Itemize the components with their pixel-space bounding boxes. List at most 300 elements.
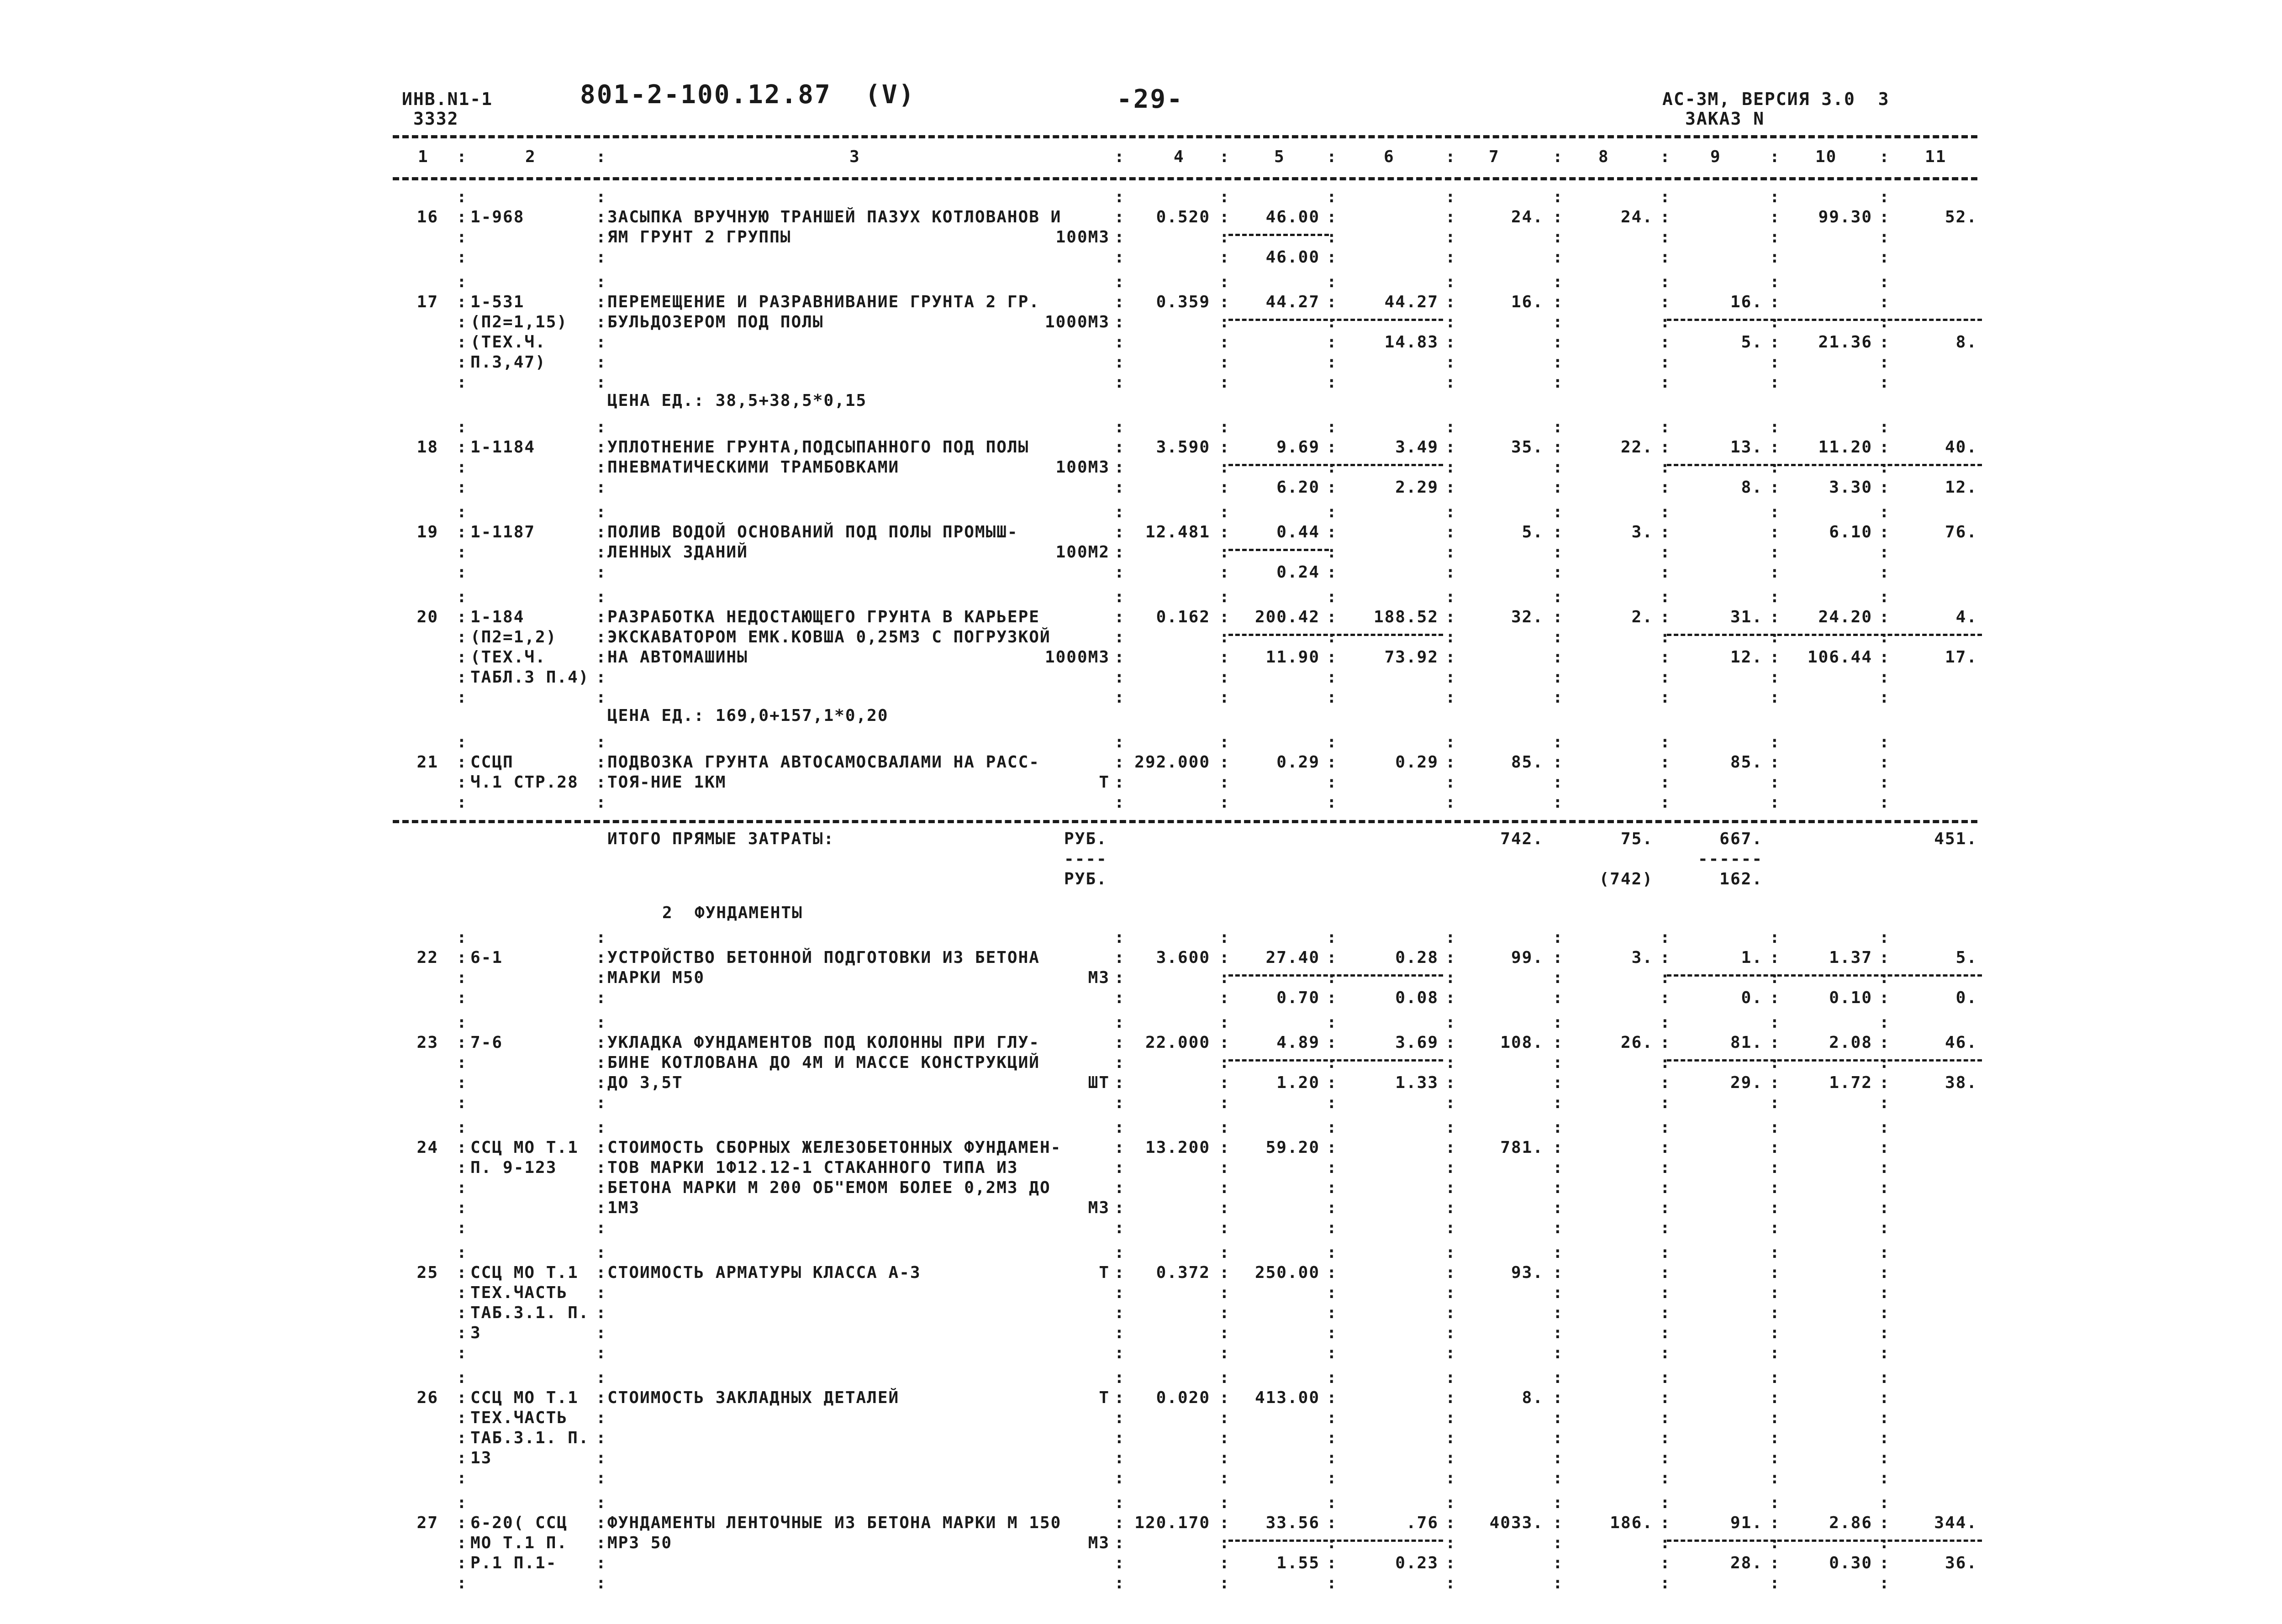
column-separator: : (1327, 1324, 1338, 1342)
column-separator: : (1327, 1243, 1338, 1262)
value-c8: 3. (1631, 523, 1653, 541)
column-separator: : (596, 188, 607, 206)
value-c5: 33.56 (1265, 1514, 1320, 1532)
column-separator: : (1879, 928, 1890, 947)
column-separator: : (1879, 1388, 1890, 1407)
column-separator: : (1770, 1118, 1781, 1137)
value-c4: 3.590 (1156, 438, 1210, 457)
column-header-8: 8 (1598, 147, 1609, 166)
column-separator: : (1660, 293, 1671, 311)
totals-rule (393, 820, 1977, 823)
column-separator: : (1660, 418, 1671, 436)
column-separator: : (457, 968, 468, 987)
column-separator: : (1445, 563, 1456, 582)
column-separator: : (457, 438, 468, 457)
column-separator: : (1219, 753, 1230, 772)
value-c10: 2.86 (1829, 1514, 1872, 1532)
column-separator: : (1219, 1324, 1230, 1342)
column-separator: : (1879, 1013, 1890, 1032)
column-separator: : (1660, 1303, 1671, 1322)
column-separator: : (1879, 793, 1890, 812)
column-separator: : (457, 273, 468, 291)
row-number: 22 (416, 948, 438, 967)
column-separator: : (1327, 1283, 1338, 1302)
column-separator: : (1553, 1033, 1564, 1052)
column-separator: : (1553, 188, 1564, 206)
column-separator: : (1114, 1118, 1125, 1137)
column-separator: : (1660, 648, 1671, 667)
column-separator: : (1114, 1283, 1125, 1302)
column-separator: : (1879, 1303, 1890, 1322)
column-separator: : (596, 313, 607, 331)
column-separator: : (1770, 1344, 1781, 1362)
column-separator: : (1327, 543, 1338, 562)
column-separator: : (1553, 1243, 1564, 1262)
rate-code: ССЦ МО Т.1 (470, 1388, 579, 1407)
column-separator: : (1219, 628, 1230, 646)
column-separator: : (1553, 1344, 1564, 1362)
value-c6b: 73.92 (1384, 648, 1439, 667)
rate-code: 6-20( ССЦ (470, 1514, 568, 1532)
value-c10b: 3.30 (1829, 478, 1872, 497)
column-separator: : (1770, 1178, 1781, 1197)
column-separator: : (457, 1283, 468, 1302)
column-separator: : (1879, 458, 1890, 477)
value-c10b: 21.36 (1818, 333, 1872, 352)
column-separator: : (1879, 753, 1890, 772)
value-c6: 3.69 (1395, 1033, 1439, 1052)
column-separator: : (1553, 147, 1564, 166)
column-separator: : (1770, 688, 1781, 707)
column-separator: : (1660, 1554, 1671, 1572)
column-separator: : (1445, 333, 1456, 352)
column-separator: : (457, 313, 468, 331)
column-separator: : (1219, 1178, 1230, 1197)
unit-of-measure: М3 (1088, 968, 1110, 987)
work-description: 1М3 (607, 1198, 640, 1217)
column-separator: : (457, 1158, 468, 1177)
column-separator: : (1114, 1243, 1125, 1262)
column-separator: : (1219, 478, 1230, 497)
column-separator: : (596, 1554, 607, 1572)
column-separator: : (1219, 563, 1230, 582)
row-number: 26 (416, 1388, 438, 1407)
column-separator: : (1445, 1409, 1456, 1427)
column-separator: : (1114, 988, 1125, 1007)
column-separator: : (1660, 563, 1671, 582)
column-separator: : (1114, 1303, 1125, 1322)
subtotal-divider (1667, 1059, 1982, 1062)
column-separator: : (1327, 773, 1338, 792)
column-separator: : (1327, 1158, 1338, 1177)
column-separator: : (1219, 1534, 1230, 1552)
value-c8: 3. (1631, 948, 1653, 967)
column-separator: : (1327, 608, 1338, 626)
value-c4: 0.520 (1156, 208, 1210, 226)
value-c5: 0.44 (1276, 523, 1320, 541)
column-separator: : (1660, 503, 1671, 521)
work-description: РАЗРАБОТКА НЕДОСТАЮЩЕГО ГРУНТА В КАРЬЕРЕ (607, 608, 1040, 626)
column-separator: : (1219, 293, 1230, 311)
column-separator: : (457, 753, 468, 772)
column-separator: : (457, 543, 468, 562)
column-separator: : (596, 478, 607, 497)
column-separator: : (596, 1344, 607, 1362)
column-separator: : (1114, 608, 1125, 626)
column-separator: : (1553, 773, 1564, 792)
column-header-1: 1 (418, 147, 429, 166)
column-separator: : (1553, 753, 1564, 772)
rate-code: ТЕХ.ЧАСТЬ (470, 1283, 568, 1302)
column-separator: : (1879, 668, 1890, 687)
column-separator: : (596, 333, 607, 352)
column-separator: : (1445, 1013, 1456, 1032)
column-separator: : (1327, 988, 1338, 1007)
subtotal-divider (1667, 464, 1982, 466)
rate-code: МО Т.1 П. (470, 1534, 568, 1552)
column-separator: : (1770, 1388, 1781, 1407)
column-separator: : (1879, 968, 1890, 987)
column-separator: : (1327, 313, 1338, 331)
column-separator: : (596, 608, 607, 626)
column-separator: : (457, 688, 468, 707)
value-c6b: 1.33 (1395, 1073, 1439, 1092)
column-separator: : (1879, 228, 1890, 247)
column-separator: : (1879, 1033, 1890, 1052)
column-separator: : (1660, 1263, 1671, 1282)
inventory-code: 3332 (413, 109, 459, 129)
value-c7: 32. (1511, 608, 1544, 626)
rate-code: ТАБ.3.1. П. (470, 1303, 590, 1322)
totals-unit: РУБ. (1064, 830, 1107, 848)
column-separator: : (1327, 1013, 1338, 1032)
column-separator: : (596, 523, 607, 541)
column-separator: : (1770, 523, 1781, 541)
column-separator: : (1219, 1388, 1230, 1407)
column-separator: : (1879, 418, 1890, 436)
column-separator: : (1879, 1344, 1890, 1362)
column-separator: : (1553, 1409, 1564, 1427)
column-separator: : (1327, 1449, 1338, 1467)
column-separator: : (596, 1073, 607, 1092)
column-separator: : (1660, 353, 1671, 372)
unit-of-measure: 100М2 (1055, 543, 1110, 562)
column-separator: : (1879, 353, 1890, 372)
header-rule-top (393, 135, 1977, 138)
column-separator: : (596, 208, 607, 226)
column-separator: : (1114, 1219, 1125, 1237)
subtotal-divider (1228, 234, 1329, 236)
column-separator: : (1327, 1534, 1338, 1552)
column-separator: : (1445, 793, 1456, 812)
column-separator: : (1660, 208, 1671, 226)
column-separator: : (1879, 208, 1890, 226)
column-separator: : (1553, 1388, 1564, 1407)
column-separator: : (457, 988, 468, 1007)
column-separator: : (596, 1178, 607, 1197)
column-separator: : (1445, 1493, 1456, 1512)
column-separator: : (1553, 503, 1564, 521)
software-version: АС-3М, ВЕРСИЯ 3.0 3 (1662, 89, 1890, 109)
value-c8: 2. (1631, 608, 1653, 626)
column-separator: : (1445, 648, 1456, 667)
column-separator: : (1219, 1344, 1230, 1362)
column-separator: : (596, 458, 607, 477)
column-separator: : (1114, 228, 1125, 247)
column-separator: : (1879, 1514, 1890, 1532)
subtotal-divider (1228, 974, 1443, 977)
rate-code: Р.1 П.1- (470, 1554, 557, 1572)
column-separator: : (1553, 1138, 1564, 1157)
column-separator: : (457, 1093, 468, 1112)
column-separator: : (457, 588, 468, 606)
column-separator: : (1879, 478, 1890, 497)
page-number: -29- (1117, 84, 1184, 114)
column-separator: : (457, 208, 468, 226)
value-c4: 292.000 (1134, 753, 1210, 772)
column-separator: : (1879, 1138, 1890, 1157)
column-separator: : (1327, 1303, 1338, 1322)
column-separator: : (1553, 1368, 1564, 1387)
column-separator: : (1660, 1138, 1671, 1157)
column-separator: : (1114, 928, 1125, 947)
column-separator: : (1327, 1093, 1338, 1112)
column-separator: : (1327, 353, 1338, 372)
column-separator: : (1553, 668, 1564, 687)
column-separator: : (1879, 1093, 1890, 1112)
column-separator: : (457, 1198, 468, 1217)
column-separator: : (1553, 1534, 1564, 1552)
value-c5b: 0.70 (1276, 988, 1320, 1007)
column-separator: : (1770, 1303, 1781, 1322)
column-separator: : (1219, 373, 1230, 392)
column-separator: : (1770, 313, 1781, 331)
column-separator: : (1114, 438, 1125, 457)
column-separator: : (457, 928, 468, 947)
column-separator: : (1660, 1243, 1671, 1262)
column-separator: : (1327, 968, 1338, 987)
value-c5b: 0.24 (1276, 563, 1320, 582)
rate-code: ТАБ.3.1. П. (470, 1429, 590, 1447)
column-separator: : (1219, 1118, 1230, 1137)
column-separator: : (1553, 273, 1564, 291)
column-separator: : (1114, 1013, 1125, 1032)
value-c5b: 1.55 (1276, 1554, 1320, 1572)
value-c7: 99. (1511, 948, 1544, 967)
column-separator: : (1770, 1514, 1781, 1532)
column-separator: : (596, 1429, 607, 1447)
column-separator: : (1219, 543, 1230, 562)
order-number: ЗАКАЗ N (1685, 109, 1765, 129)
work-description: ФУНДАМЕНТЫ ЛЕНТОЧНЫЕ ИЗ БЕТОНА МАРКИ М 150 (607, 1514, 1062, 1532)
column-separator: : (1219, 188, 1230, 206)
value-c11: 4. (1955, 608, 1977, 626)
column-separator: : (1219, 1219, 1230, 1237)
column-separator: : (1327, 668, 1338, 687)
rate-code: 6-1 (470, 948, 503, 967)
column-separator: : (1879, 1178, 1890, 1197)
column-separator: : (596, 273, 607, 291)
column-separator: : (1660, 1534, 1671, 1552)
column-separator: : (457, 648, 468, 667)
column-separator: : (1445, 1138, 1456, 1157)
column-separator: : (1327, 478, 1338, 497)
column-separator: : (1660, 1219, 1671, 1237)
column-separator: : (1327, 1554, 1338, 1572)
column-separator: : (1445, 523, 1456, 541)
column-separator: : (1114, 793, 1125, 812)
value-c4: 0.372 (1156, 1263, 1210, 1282)
value-c6b: 0.23 (1395, 1554, 1439, 1572)
column-separator: : (457, 458, 468, 477)
column-separator: : (1445, 418, 1456, 436)
column-separator: : (1770, 948, 1781, 967)
subtotal-divider (1228, 464, 1443, 466)
column-separator: : (1445, 1219, 1456, 1237)
column-separator: : (596, 543, 607, 562)
column-separator: : (1445, 147, 1456, 166)
subtotal-divider (1667, 974, 1982, 977)
column-separator: : (1219, 1263, 1230, 1282)
total-c8: 75. (1620, 830, 1653, 848)
column-separator: : (1114, 208, 1125, 226)
column-separator: : (1553, 628, 1564, 646)
column-separator: : (1445, 188, 1456, 206)
value-c5b: 6.20 (1276, 478, 1320, 497)
column-separator: : (1114, 1554, 1125, 1572)
column-separator: : (596, 1093, 607, 1112)
column-separator: : (457, 353, 468, 372)
subtotal-divider (1228, 319, 1443, 321)
column-separator: : (1770, 353, 1781, 372)
column-separator: : (596, 1243, 607, 1262)
value-c6: 0.28 (1395, 948, 1439, 967)
column-separator: : (457, 1324, 468, 1342)
work-description: БИНЕ КОТЛОВАНА ДО 4М И МАССЕ КОНСТРУКЦИЙ (607, 1053, 1040, 1072)
column-separator: : (1553, 333, 1564, 352)
column-separator: : (1660, 523, 1671, 541)
column-separator: : (1660, 773, 1671, 792)
value-c10: 1.37 (1829, 948, 1872, 967)
total-c11: 451. (1934, 830, 1977, 848)
total-c9: 667. (1719, 830, 1763, 848)
column-separator: : (1327, 1198, 1338, 1217)
column-separator: : (1879, 373, 1890, 392)
column-separator: : (1114, 968, 1125, 987)
column-separator: : (1445, 1303, 1456, 1322)
column-separator: : (457, 1554, 468, 1572)
column-separator: : (1553, 1554, 1564, 1572)
column-separator: : (1114, 948, 1125, 967)
column-separator: : (596, 1324, 607, 1342)
value-c8: 24. (1620, 208, 1653, 226)
column-separator: : (1445, 1283, 1456, 1302)
column-separator: : (1327, 273, 1338, 291)
column-separator: : (1219, 1493, 1230, 1512)
column-separator: : (1114, 1158, 1125, 1177)
column-separator: : (1445, 1178, 1456, 1197)
column-separator: : (1553, 1283, 1564, 1302)
column-separator: : (457, 733, 468, 752)
column-header-9: 9 (1710, 147, 1721, 166)
column-separator: : (1879, 988, 1890, 1007)
totals-label: ИТОГО ПРЯМЫЕ ЗАТРАТЫ: (607, 830, 835, 848)
value-c11b: 17. (1945, 648, 1977, 667)
column-separator: : (1553, 1514, 1564, 1532)
column-separator: : (1660, 1368, 1671, 1387)
column-separator: : (1445, 988, 1456, 1007)
column-separator: : (1660, 1283, 1671, 1302)
column-separator: : (457, 1429, 468, 1447)
value-c10: 11.20 (1818, 438, 1872, 457)
column-separator: : (1660, 753, 1671, 772)
column-separator: : (596, 628, 607, 646)
unit-of-measure: ШТ (1088, 1073, 1110, 1092)
column-separator: : (1219, 523, 1230, 541)
unit-of-measure: М3 (1088, 1198, 1110, 1217)
column-separator: : (1114, 1409, 1125, 1427)
column-separator: : (1770, 1324, 1781, 1342)
totals-c9-dashes: ------ (1697, 850, 1763, 868)
column-separator: : (457, 1344, 468, 1362)
column-separator: : (596, 588, 607, 606)
column-separator: : (1445, 608, 1456, 626)
column-header-11: 11 (1925, 147, 1947, 166)
column-separator: : (1114, 1344, 1125, 1362)
column-separator: : (1553, 293, 1564, 311)
column-separator: : (1114, 588, 1125, 606)
column-separator: : (1327, 373, 1338, 392)
column-separator: : (1327, 1033, 1338, 1052)
value-c9b: 29. (1730, 1073, 1763, 1092)
column-separator: : (596, 1013, 607, 1032)
column-separator: : (1219, 208, 1230, 226)
column-separator: : (1219, 1368, 1230, 1387)
row-number: 19 (416, 523, 438, 541)
column-separator: : (1445, 1429, 1456, 1447)
column-separator: : (1327, 1388, 1338, 1407)
value-c7: 93. (1511, 1263, 1544, 1282)
value-c11b: 8. (1955, 333, 1977, 352)
column-separator: : (596, 928, 607, 947)
column-separator: : (457, 1178, 468, 1197)
value-c5b: 46.00 (1265, 248, 1320, 267)
column-header-7: 7 (1489, 147, 1500, 166)
column-separator: : (1327, 438, 1338, 457)
column-separator: : (1770, 1033, 1781, 1052)
column-separator: : (1327, 1429, 1338, 1447)
column-separator: : (596, 1283, 607, 1302)
column-separator: : (1445, 1514, 1456, 1532)
column-separator: : (1219, 353, 1230, 372)
column-separator: : (1219, 503, 1230, 521)
column-separator: : (1219, 313, 1230, 331)
column-separator: : (1219, 688, 1230, 707)
value-c9: 91. (1730, 1514, 1763, 1532)
column-separator: : (1219, 1449, 1230, 1467)
column-separator: : (596, 228, 607, 247)
column-separator: : (1770, 418, 1781, 436)
column-separator: : (596, 373, 607, 392)
column-separator: : (596, 1449, 607, 1467)
column-separator: : (1553, 688, 1564, 707)
column-separator: : (1770, 228, 1781, 247)
column-separator: : (1879, 608, 1890, 626)
row-number: 20 (416, 608, 438, 626)
column-separator: : (1879, 563, 1890, 582)
column-separator: : (1114, 1493, 1125, 1512)
column-separator: : (596, 1368, 607, 1387)
